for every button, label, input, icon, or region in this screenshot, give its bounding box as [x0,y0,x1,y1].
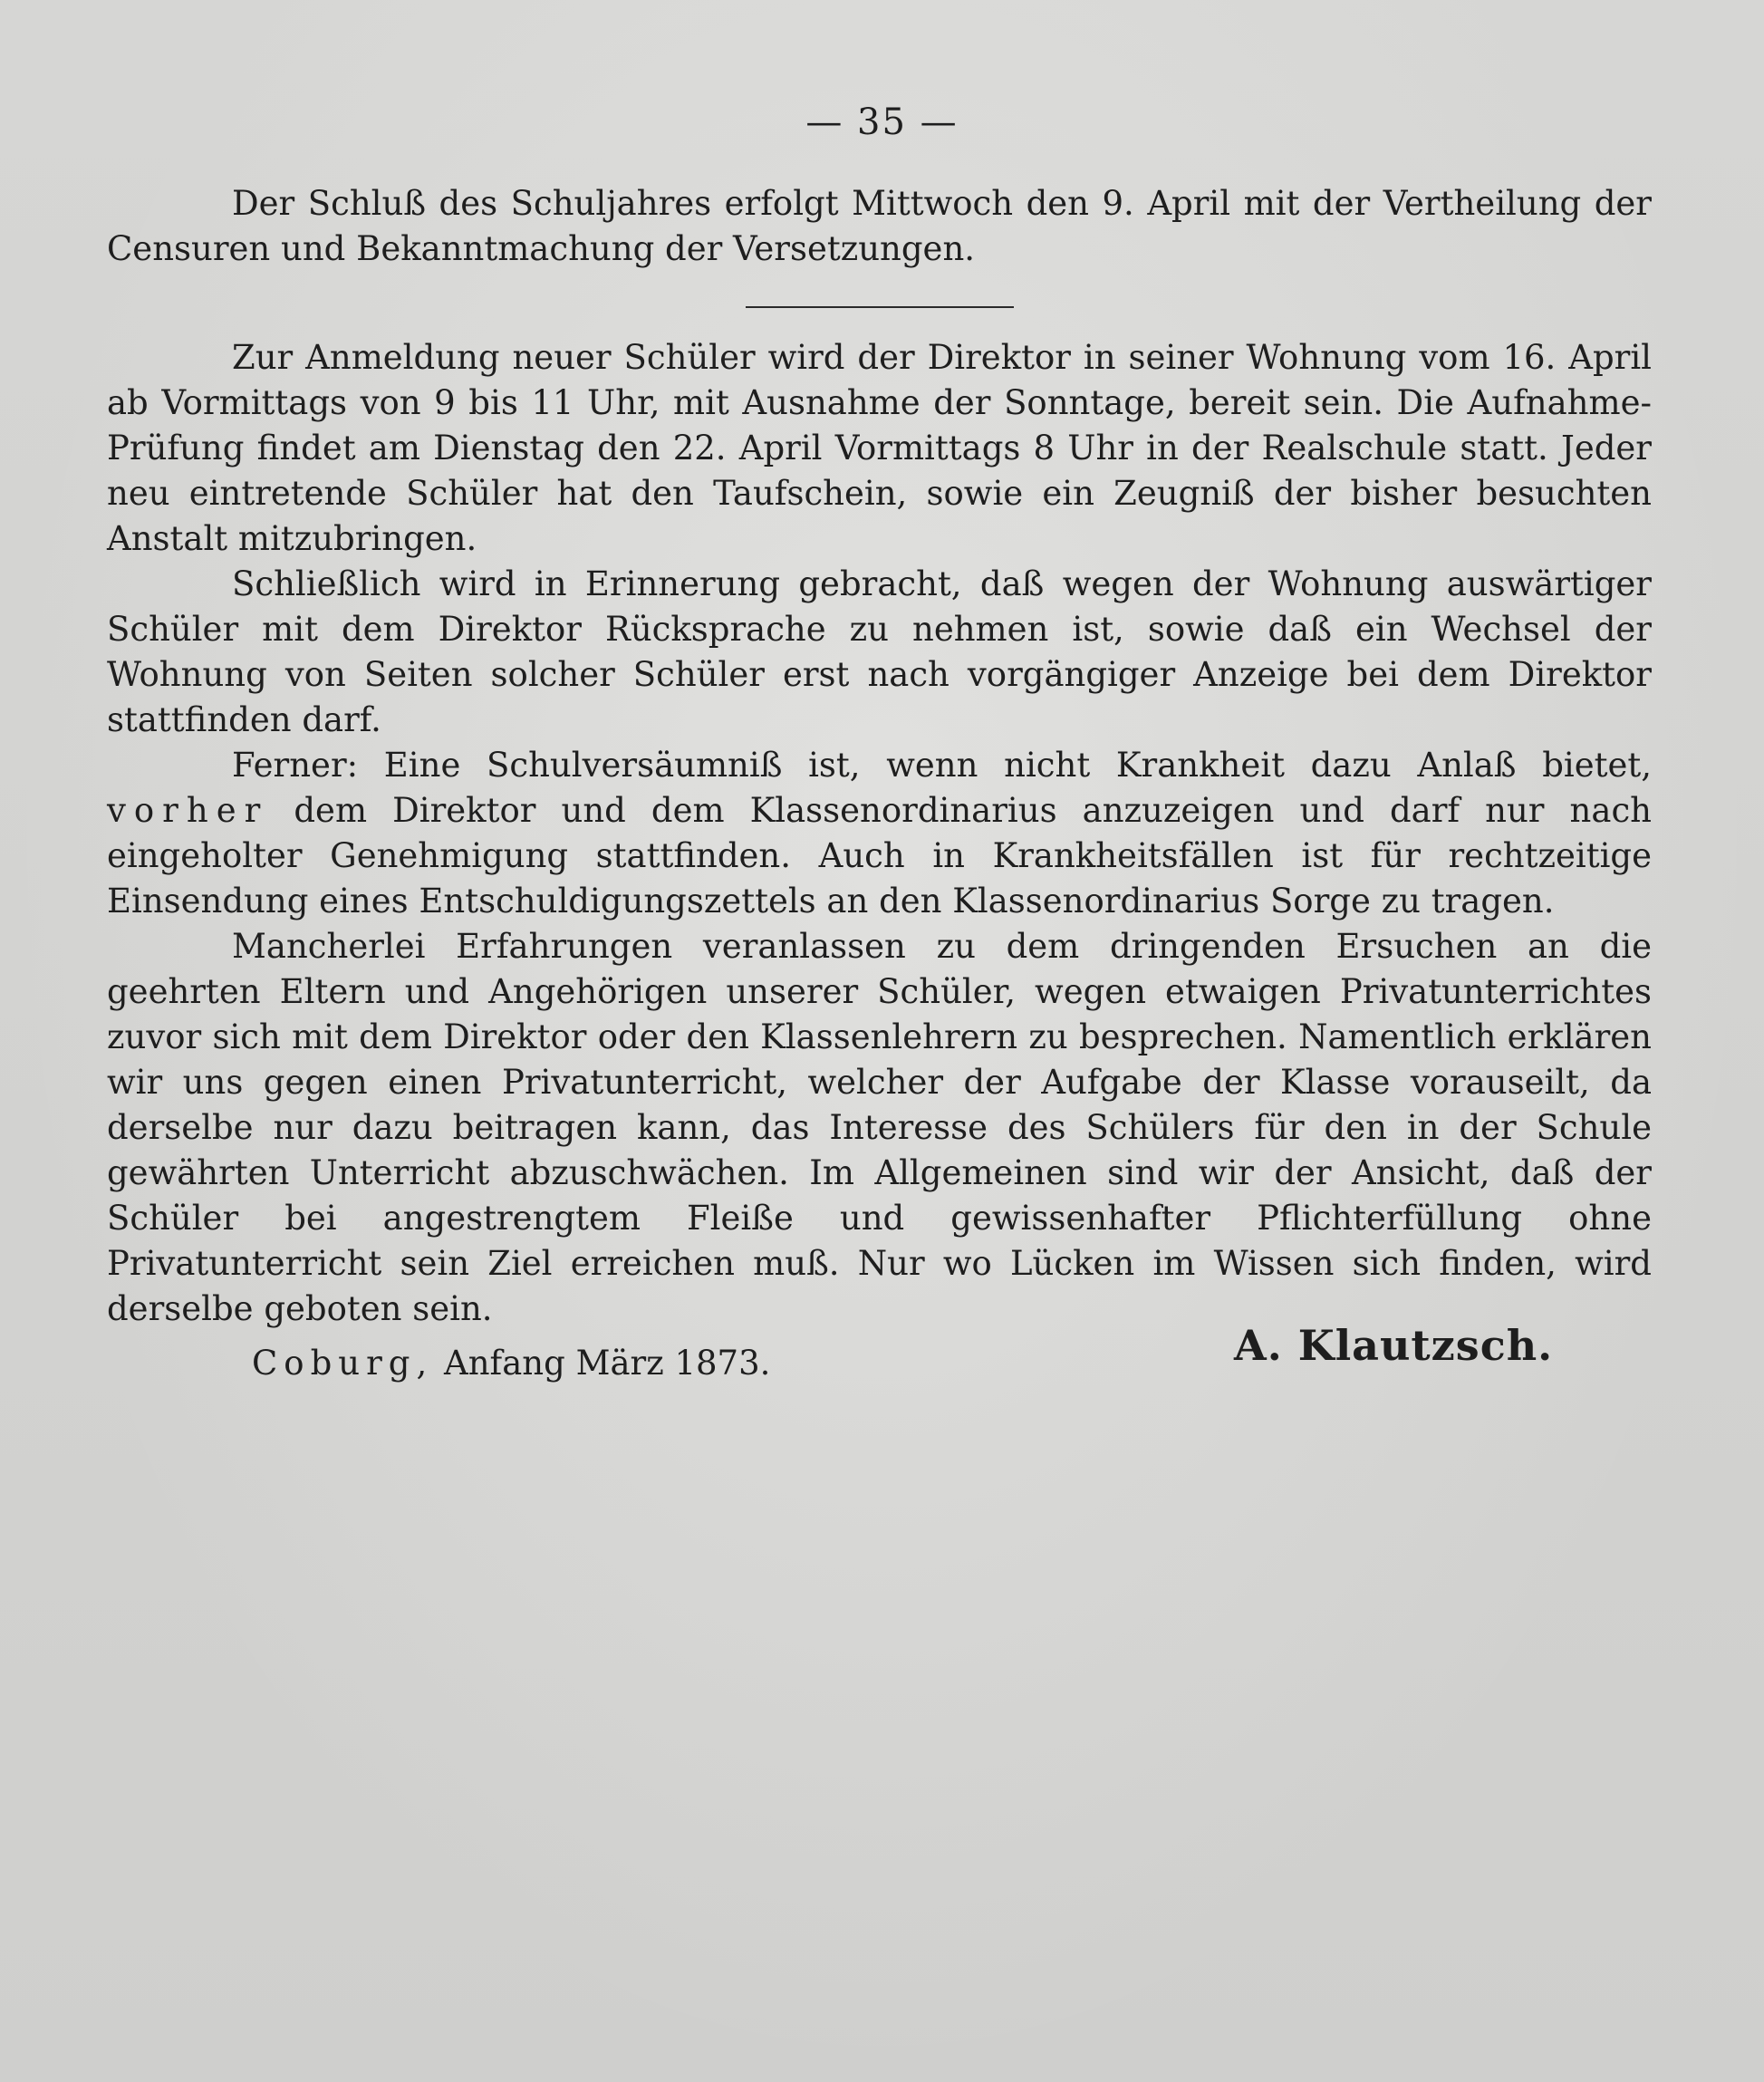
absence-text-end: dem Direktor und dem Klassenordinarius anzuzeigen und darf nur nach eingeholter Genehmigung stattfinden. Auch in Krankheitsfällen ist für rechtzeitige Einsendung eines Entschuldigungszettels an den Klassenordinarius Sorge zu tragen. [107,791,1652,921]
page-number: — 35 — [805,101,959,143]
absence-text-start: Ferner: Eine Schulversäumniß ist, wenn nicht Krankheit dazu Anlaß bietet, [232,746,1652,785]
place: Coburg, [252,1344,434,1383]
body-text [107,181,1652,1386]
paragraph-absence [107,743,1652,924]
signature: A. Klautzsch. [1234,1321,1554,1370]
paragraph-registration: Zur Anmeldung neuer Schüler wird der Direktor in seiner Wohnung vom 16. April ab Vormittags von 9 bis 11 Uhr, mit Ausnahme der Sonntage, bereit sein. Die Aufnahme-Prüfung findet am Dienstag den 22. April Vormittags 8 Uhr in der Realschule statt. Jeder neu eintretende Schüler hat den Taufschein, sowie ein Zeugniß der bisher besuchten Anstalt mitzubringen. [107,338,1652,558]
paragraph-housing: Schließlich wird in Erinnerung gebracht, daß wegen der Wohnung auswärtiger Schüler mit dem Direktor Rücksprache zu nehmen ist, sowie daß ein Wechsel der Wohnung von Seiten solcher Schüler erst nach vorgängiger Anzeige bei dem Direktor stattfinden darf. [107,564,1652,739]
section-divider [746,306,1014,308]
absence-emphasis: vorher [107,791,269,830]
paragraph-private-tuition: Mancherlei Erfahrungen veranlassen zu dem dringenden Ersuchen an die geehrten Eltern und Angehörigen unserer Schüler, wegen etwaigen Privatunterrichtes zuvor sich mit dem Direktor oder den Klassenlehrern zu besprechen. Namentlich erklären wir uns gegen einen Privatunterricht, welcher der Aufgabe der Klasse vorauseilt, da derselbe nur dazu beitragen kann, das Interesse des Schülers für den in der Schule gewährten Unterricht abzuschwächen. Im Allgemeinen sind wir der Ansicht, daß der Schüler bei angestrengtem Fleiße und gewissenhafter Pflichterfüllung ohne Privatunterricht sein Ziel erreichen muß. Nur wo Lücken im Wissen sich finden, wird derselbe geboten sein. [107,927,1652,1328]
date: Anfang März 1873. [444,1344,771,1383]
paragraph-school-year-end: Der Schluß des Schuljahres erfolgt Mittwoch den 9. April mit der Vertheilung der Censuren und Bekanntmachung der Versetzungen. [107,184,1652,268]
